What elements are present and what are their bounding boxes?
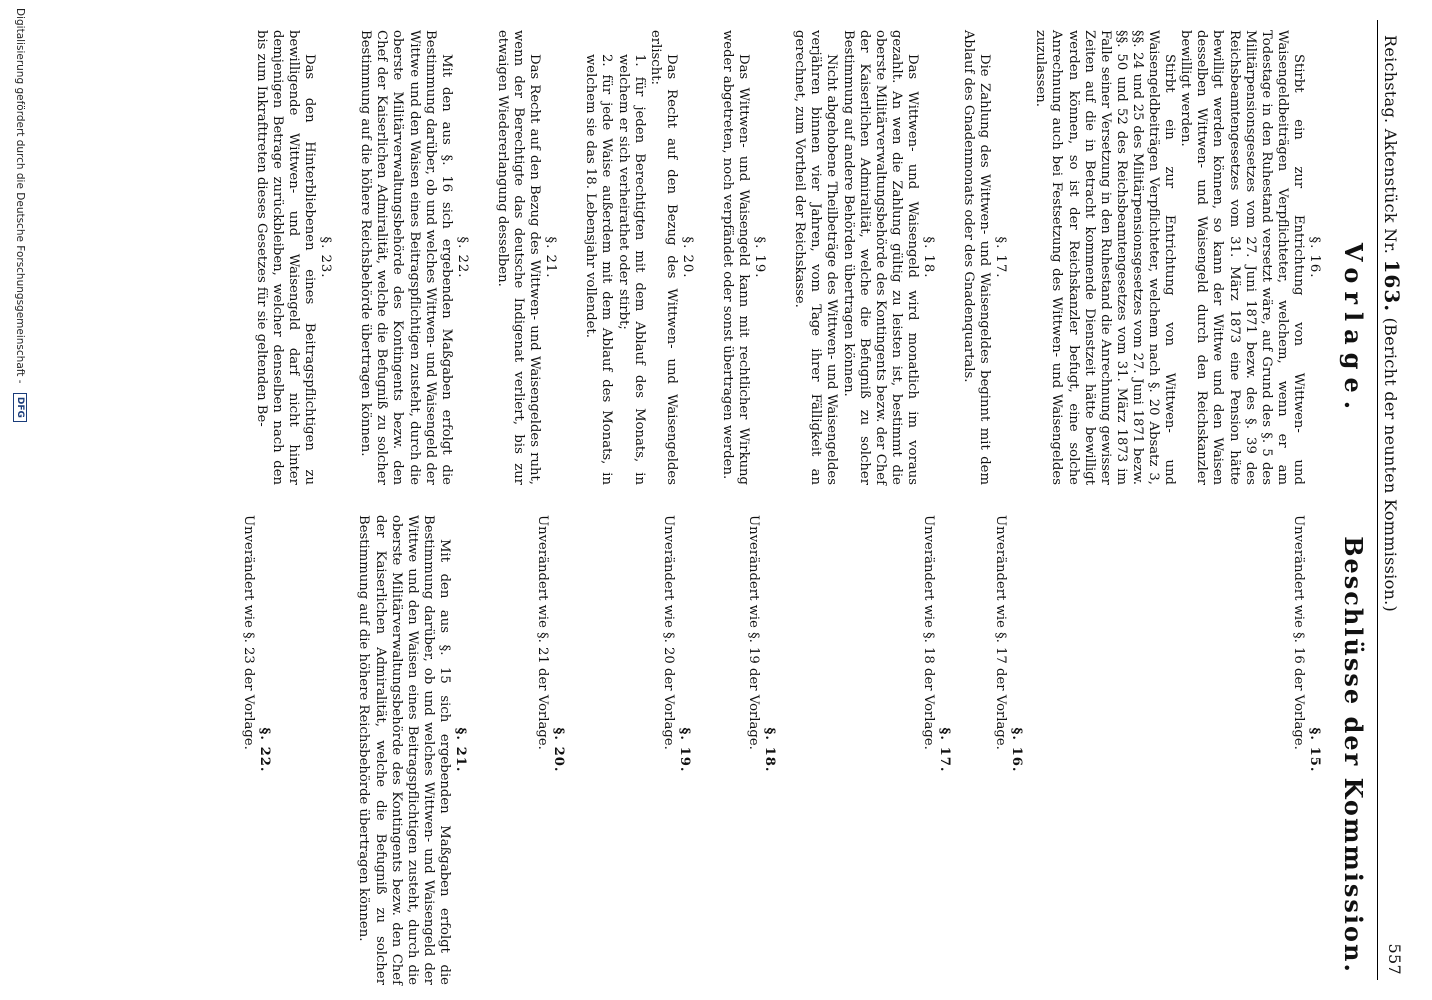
paragraph: Unverändert wie §. 17 der Vorlage. [992, 515, 1008, 750]
list-item: 2. für jede Waise außerdem mit dem Ablauf des Monats, in welchem sie das 18. Lebensjahr vollendet. [583, 54, 615, 485]
paragraph: Mit den aus §. 16 sich ergebenden Maßgaben erfolgt die Bestimmung darüber, ob und welches Wittwen- und Waisengeld der Wittwe und den Waisen eines Beitragspflichtigen zusteht, durch die oberste Militärverwaltungsbehörde des Kontingents bezw. den Chef der Kaiserlichen Admiralität, welche die Befugniß zu solcher Bestimmung auf die höhere Reichsbehörde übertragen können. [358, 30, 454, 485]
paragraph: Unverändert wie §. 20 der Vorlage. [660, 515, 676, 750]
section-16 [992, 515, 1024, 985]
column-heading-kommission: Beschlüsse der Kommission. [1339, 536, 1368, 974]
section-title: §. 20. [551, 727, 566, 773]
paragraph: Das Recht auf den Bezug des Wittwen- und Waisengeldes erlischt: [647, 30, 679, 485]
digitization-text: Digitalisierung gefördert durch die Deutsche Forschungsgemeinschaft - [14, 8, 26, 384]
paragraph: Das Wittwen- und Waisengeld wird monatlich im voraus gezahlt. An wen die Zahlung gültig zu leisten ist, bestimmt die oberste Militärverwaltungsbehörde des Kontingents bezw. der Chef der Kaiserlichen Admiralität, welche die Befugniß zu solcher Bestimmung auf andere Behörden übertragen können. [840, 30, 920, 485]
paragraph: Die Zahlung des Wittwen- und Waisengeldes beginnt mit dem Ablauf des Gnadenmonats oder des Gnadenquartals. [961, 30, 993, 485]
paragraph: Unverändert wie §. 18 der Vorlage. [920, 515, 936, 750]
dfg-logo: DFG [13, 393, 27, 422]
section-22 [357, 30, 470, 485]
section-22 [240, 515, 272, 985]
paragraph: Unverändert wie §. 16 der Vorlage. [1290, 515, 1306, 750]
section-title: §. 21. [453, 727, 468, 773]
section-title: §. 17. [993, 236, 1009, 279]
section-17 [920, 515, 952, 985]
section-title: §. 19. [677, 727, 692, 773]
section-title: §. 21. [543, 236, 559, 279]
section-title: §. 16. [1307, 236, 1322, 279]
section-23 [253, 30, 333, 485]
header-subtitle: (Bericht der neunten Kommission.) [1381, 317, 1400, 613]
digitization-note [13, 8, 27, 422]
page-header [1380, 20, 1404, 980]
section-title: §. 16. [1009, 727, 1024, 773]
section-title: §. 23. [318, 236, 334, 279]
header-rule [1377, 20, 1378, 980]
paragraph: Mit den aus §. 15 sich ergebenden Maßgaben erfolgt die Bestimmung darüber, ob und welches Wittwen- und Waisengeld der Wittwe und den Waisen eines Beitragspflichtigen zusteht, durch die oberste Militärverwaltungsbehörde des Kontingents bezw. den Chef der Kaiserlichen Admiralität, welche die Befugniß zu solcher Bestimmung auf die höhere Reichsbehörde übertragen können. [356, 515, 452, 985]
paragraph: Unverändert wie §. 19 der Vorlage. [745, 515, 761, 750]
section-18 [791, 30, 936, 485]
document-number: 163. [1380, 259, 1404, 313]
section-title: §. 17. [937, 727, 952, 773]
section-21 [494, 30, 558, 485]
section-title: §. 22. [454, 236, 470, 279]
section-17 [960, 30, 1008, 485]
paragraph: Das Wittwen- und Waisengeld kann mit rechtlicher Wirkung weder abgetreten, noch verpfändet oder sonst übertragen werden. [720, 30, 752, 485]
section-19 [719, 30, 767, 485]
section-title: §. 18. [762, 727, 777, 773]
section-title: §. 18. [921, 236, 937, 279]
list-item: 1. für jeden Berechtigten mit dem Ablauf des Monats, in welchem er sich verheirathet oder stirbt; [615, 54, 647, 485]
section-16 [1032, 30, 1322, 485]
paragraph: Stirbt ein zur Entrichtung von Wittwen- und Waisengeldbeiträgen Verpflichteter, welchem nach §. 20 Absatz 3, §§. 24 und 25 des Militärpensionsgesetzes vom 27. Juni 1871 bezw. §§. 50 und 52 des Reichsbeamtengesetzes vom 31. März 1873 im Falle seiner Versetzung in den Ruhestand die Anrechnung gewisser Zeiten auf die in Betracht kommende Dienstzeit hätte bewilligt werden können, so ist der Reichskanzler befugt, eine solche Anrechnung auch bei Festsetzung des Wittwen- und Waisengeldes zuzulassen. [1033, 30, 1178, 485]
section-20 [582, 30, 695, 485]
section-title: §. 20. [679, 236, 695, 279]
section-21 [355, 515, 468, 985]
paragraph: Unverändert wie §. 21 der Vorlage. [534, 515, 550, 750]
left-column [253, 30, 1322, 485]
section-18 [745, 515, 777, 985]
section-19 [660, 515, 692, 985]
section-title: §. 22. [257, 727, 272, 773]
page-number: 557 [1385, 943, 1404, 975]
header-title: Reichstag. Aktenstück Nr. [1381, 35, 1400, 255]
paragraph: Stirbt ein zur Entrichtung von Wittwen- und Waisengeldbeiträgen Verpflichteter, welchem, wenn er am Todestage in den Ruhestand versetzt wäre, auf Grund des §. 5 des Militärpensionsgesetzes vom 27. Juni 1871 bezw. des §. 39 des Reichsbeamtengesetzes vom 31. März 1873 eine Pension hätte bewilligt werden können, so kann der Wittwe und den Waisen desselben Wittwen- und Waisengeld durch den Reichskanzler bewilligt werden. [1178, 30, 1306, 485]
paragraph: Das den Hinterbliebenen eines Beitragspflichtigen zu bewilligende Wittwen- und Waisengeld darf nicht hinter demjenigen Betrage zurückbleiben, welcher denselben nach den bis zum Inkrafttreten dieses Gesetzes für sie geltenden Be- [253, 30, 318, 485]
column-heading-vorlage: Vorlage. [1339, 242, 1368, 418]
section-20 [534, 515, 566, 985]
paragraph: Das Recht auf den Bezug des Wittwen- und Waisengeldes ruht, wenn der Berechtigte das deutsche Indigenat verliert, bis zur etwaigen Wiedererlangung desselben. [494, 30, 543, 485]
section-15 [1290, 515, 1322, 985]
section-title: §. 15. [1307, 727, 1322, 773]
header-left [1380, 35, 1404, 612]
paragraph: Nicht abgehobene Theilbeträge des Wittwen- und Waisengeldes verjähren binnen vier Jahren, vom Tage ihrer Fälligkeit an gerechnet, zum Vortheil der Reichskasse. [792, 30, 840, 485]
paragraph: Unverändert wie §. 23 der Vorlage. [240, 515, 256, 750]
section-title: §. 19. [752, 236, 768, 279]
